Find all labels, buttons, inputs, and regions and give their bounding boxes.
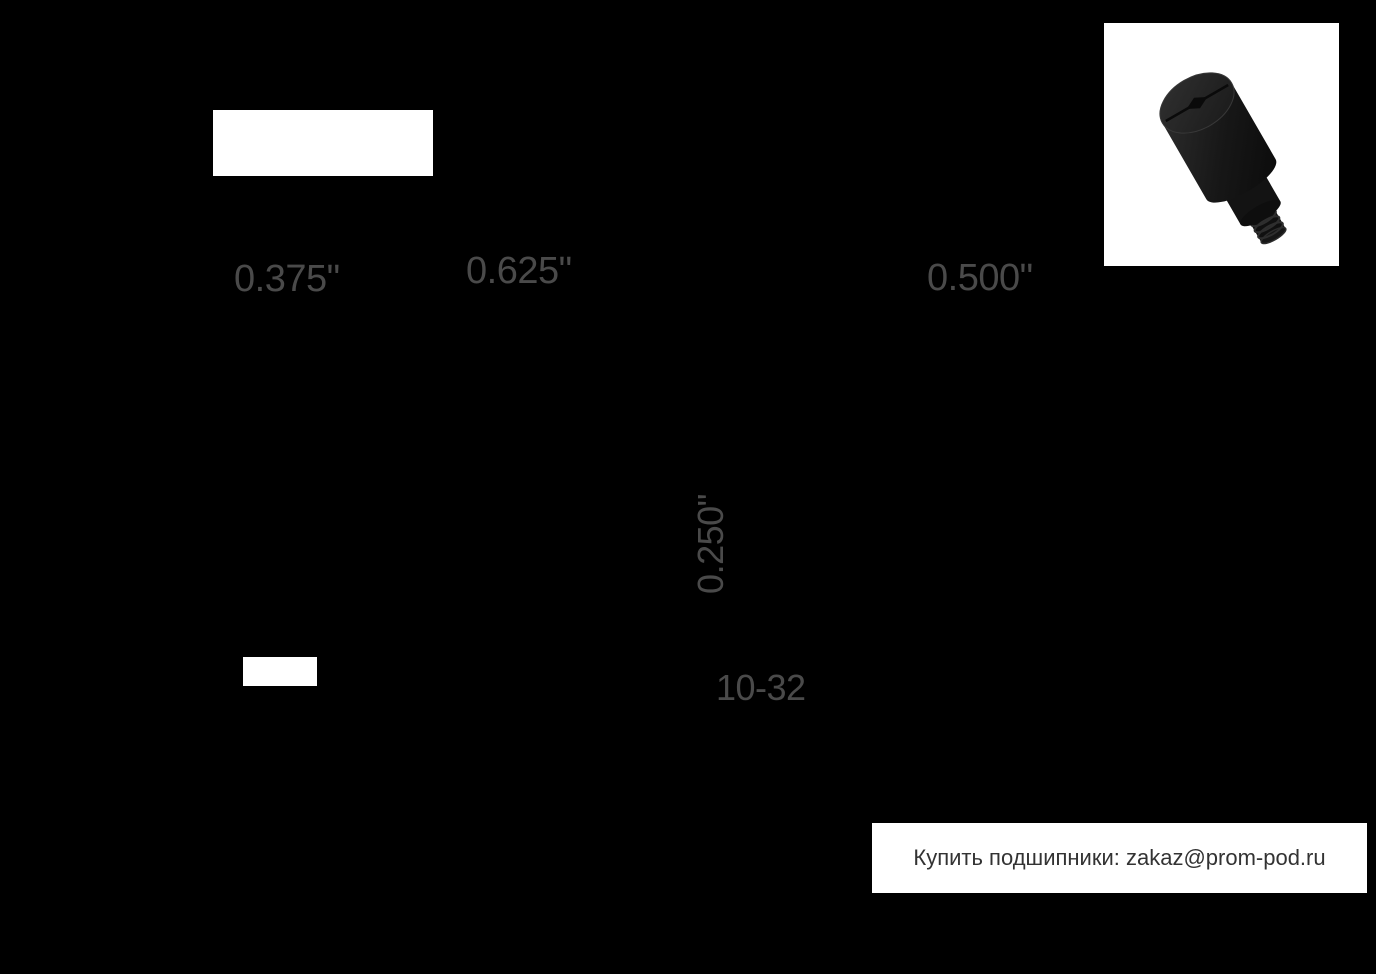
product-photo-frame xyxy=(1104,23,1339,266)
dimension-label-roller-od: 0.625" xyxy=(466,250,572,292)
drawing-white-patch-top xyxy=(213,110,433,176)
dimension-label-overall-width: 0.500" xyxy=(927,257,1033,299)
contact-banner[interactable] xyxy=(872,823,1367,893)
dimension-label-roller-width: 0.375" xyxy=(234,258,340,300)
dimension-label-stud-diameter: 0.250" xyxy=(690,494,731,594)
contact-banner-text: Купить подшипники: zakaz@prom-pod.ru xyxy=(913,845,1326,870)
drawing-white-patch-bottom xyxy=(243,657,317,686)
dimension-label-thread-size: 10-32 xyxy=(716,667,806,708)
cam-follower-3d-render xyxy=(1104,23,1339,266)
